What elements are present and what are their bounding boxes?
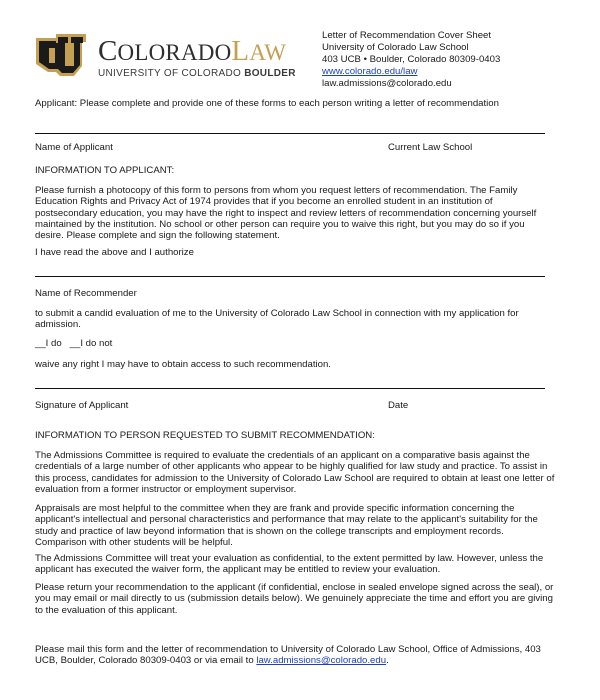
header-school: University of Colorado Law School	[322, 42, 469, 53]
header-title: Letter of Recommendation Cover Sheet	[322, 30, 492, 41]
signature-of-applicant-label: Signature of Applicant	[35, 400, 129, 411]
logo-wordmark: COLORADOLAW	[98, 35, 287, 67]
current-law-school-label: Current Law School	[388, 142, 473, 153]
cu-logo-icon	[34, 30, 88, 80]
header-email[interactable]: law.admissions@colorado.edu	[322, 78, 452, 89]
recommender-info-heading: INFORMATION TO PERSON REQUESTED TO SUBMIT RECOMMENDATION:	[35, 430, 375, 441]
signature-line[interactable]	[35, 388, 545, 389]
website-link[interactable]: www.colorado.edu/law	[322, 66, 418, 77]
recommender-paragraph-3: The Admissions Committee will treat your evaluation as confidential, to the extent permitted by law. However, unless the applicant has executed the waiver form, the applicant may be entitled to review your evaluation.	[35, 553, 544, 576]
applicant-intro: Applicant: Please complete and provide one of these forms to each person writing a letter of recommendation	[35, 98, 499, 109]
recommender-paragraph-1: The Admissions Committee is required to evaluate the credentials of an applicant on a comparative basis against the credentials of a large number of other applicants who appear to be highly qualified for law study and practice. To assist in this process, candidates for admission to the University of Colorado Law School are required to obtain at least one letter of evaluation from a former instructor or employment supervisor.	[35, 450, 555, 495]
header-address	[322, 30, 500, 90]
applicant-name-line[interactable]	[35, 133, 545, 134]
recommender-name-line[interactable]	[35, 276, 545, 277]
recommender-paragraph-2: Appraisals are most helpful to the committee when they are frank and provide specific information concerning the applicant's intellectual and personal characteristics and performance that may relate to the applicant's suitability for the study and practice of law beyond information that is shown on the college transcripts and employment records. Comparison with other students will be helpful.	[35, 503, 538, 548]
header-address-line: 403 UCB • Boulder, Colorado 80309-0403	[322, 54, 501, 65]
recommender-paragraph-4: Please return your recommendation to the applicant (if confidential, enclose in sealed envelope signed across the seal), or you may email or mail directly to us (submission details below). We genuinely appreciate the time and effort you are giving to the evaluation of this applicant.	[35, 582, 554, 616]
name-of-recommender-label: Name of Recommender	[35, 288, 137, 299]
logo-subtitle: UNIVERSITY OF COLORADO BOULDER	[98, 68, 296, 79]
waive-right-text: waive any right I may have to obtain access to such recommendation.	[35, 359, 331, 370]
mailing-instructions: Please mail this form and the letter of recommendation to University of Colorado Law School, Office of Admissions, 403 UCB, Boulder, Colorado 80309-0403 or via email to law.admissions@colorado.edu.	[35, 644, 541, 667]
waiver-choice[interactable]: __I do __I do not	[35, 338, 113, 349]
admissions-email-link[interactable]: law.admissions@colorado.edu	[256, 655, 387, 667]
applicant-info-paragraph: Please furnish a photocopy of this form to persons from whom you request letters of recommendation. The Family Education Rights and Privacy Act of 1974 provides that if you become an enrolled student in an institution of postsecondary education, you may have the right to inspect and review letters of recommendation concerning yourself maintained by the institution. No school or other person can require you to waive this right, but you may do so if you desire. Please complete and sign the following statement.	[35, 185, 537, 242]
authorize-statement: I have read the above and I authorize	[35, 247, 194, 258]
date-label: Date	[388, 400, 409, 411]
name-of-applicant-label: Name of Applicant	[35, 142, 113, 153]
applicant-info-heading: INFORMATION TO APPLICANT:	[35, 165, 175, 176]
candid-evaluation-text: to submit a candid evaluation of me to the University of Colorado Law School in connection with my application for admission.	[35, 308, 519, 331]
